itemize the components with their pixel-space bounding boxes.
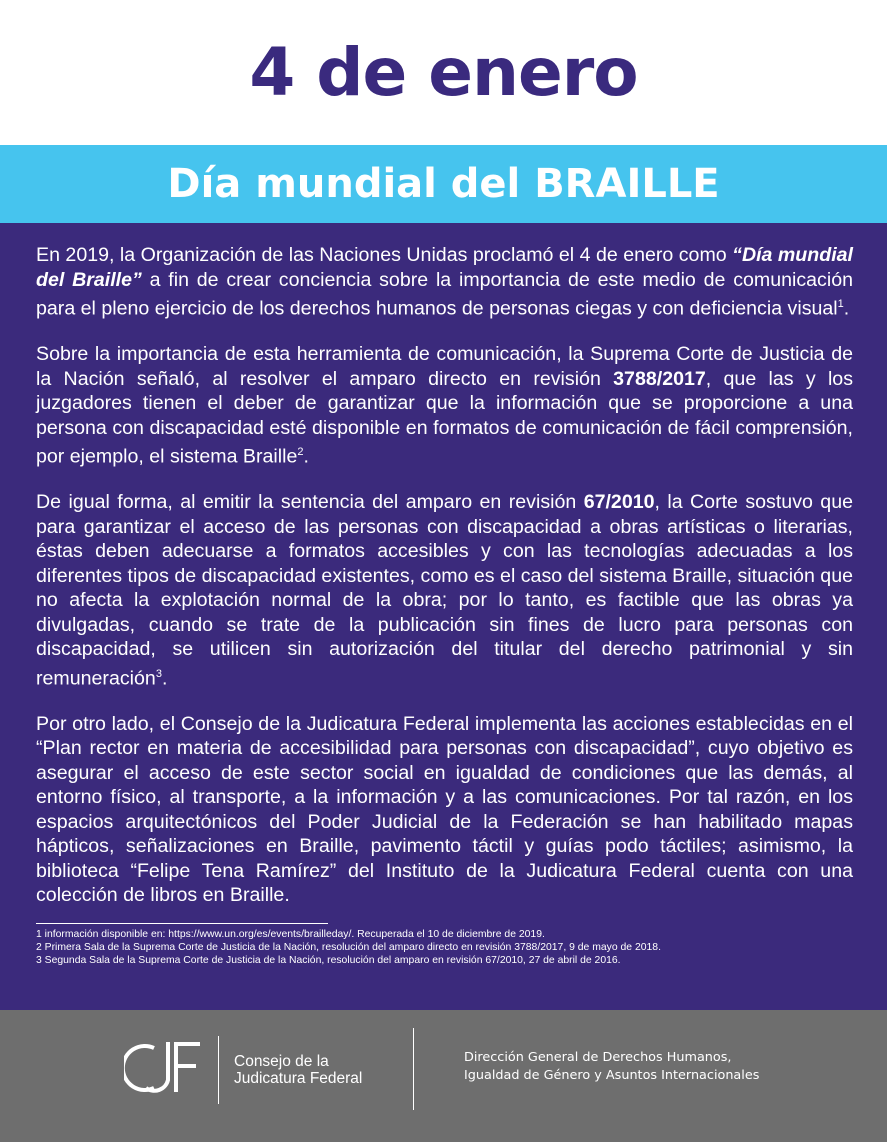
article-body	[0, 223, 887, 1010]
footnote-ref-1: 1	[837, 298, 844, 310]
title-banner	[0, 145, 887, 223]
council-line-2: Judicatura Federal	[234, 1070, 363, 1087]
case-number-3788-2017: 3788/2017	[613, 367, 706, 390]
paragraph-3	[36, 490, 853, 691]
footnote-2: 2 Primera Sala de la Suprema Corte de Justicia de la Nación, resolución del amparo directo en revisión 3788/2017, 9 de mayo de 2018.	[36, 941, 661, 953]
paragraph-2-text-b: , que las y los juzgadores tienen el deber de garantizar que la información que se proporcione a una persona con discapacidad esté disponible en formatos de comunicación de fácil comprensión, por ejemplo, el sistema Braille	[36, 367, 853, 468]
cjf-logo	[124, 1036, 204, 1100]
paragraph-1-emphasis: “Día mundial del Braille”	[36, 244, 853, 291]
paragraph-1-end: .	[843, 297, 850, 320]
council-name	[234, 1053, 362, 1087]
paragraph-2	[36, 342, 853, 469]
footnote-1: 1 información disponible en: https://www.un.org/es/events/brailleday/. Recuperada el 10 de diciembre de 2019.	[36, 928, 545, 940]
paragraph-2-end: .	[303, 445, 309, 468]
footnote-ref-2: 2	[297, 446, 304, 459]
paragraph-1-text-b: a fin de crear conciencia sobre la importancia de este medio de comunicación para el pleno ejercicio de los derechos humanos de personas ciegas y con deficiencia visual	[36, 268, 853, 320]
direction-line-2: Igualdad de Género y Asuntos Internacionales	[464, 1068, 760, 1083]
date-header	[0, 0, 887, 145]
footer	[0, 1010, 887, 1142]
paragraph-1-text-a: En 2019, la Organización de las Naciones Unidas proclamó el 4 de enero como	[36, 244, 733, 266]
paragraph-3-end: .	[161, 667, 168, 690]
paragraph-1	[36, 243, 853, 321]
footer-divider-left	[218, 1036, 219, 1104]
paragraph-4: Por otro lado, el Consejo de la Judicatura Federal implementa las acciones establecidas en el “Plan rector en materia de accesibilidad para personas con discapacidad”, cuyo objetivo es asegurar el acceso de este sector social en igualdad de condiciones que las demás, al entorno físico, al transporte, a la información y a las comunicaciones. Por tal razón, en los espacios arquitectónicos del Poder Judicial de la Federación se han habilitado mapas hápticos, señalizaciones en Braille, pavimento táctil y guías podo táctiles; asimismo, la biblioteca “Felipe Tena Ramírez” del Instituto de la Judicatura Federal cuenta con una colección de libros en Braille.	[36, 712, 853, 907]
footnote-divider	[36, 923, 328, 924]
footer-divider-right	[413, 1028, 414, 1110]
direction-name	[464, 1049, 759, 1085]
footnote-3: 3 Segunda Sala de la Suprema Corte de Justicia de la Nación, resolución del amparo en revisión 67/2010, 27 de abril de 2016.	[36, 954, 621, 966]
paragraph-3-text-a: De igual forma, al emitir la sentencia del amparo en revisión	[36, 491, 584, 514]
date-title: 4 de enero	[249, 34, 638, 111]
footnote-ref-3: 3	[155, 667, 162, 680]
direction-line-1: Dirección General de Derechos Humanos,	[464, 1050, 732, 1065]
council-line-1: Consejo de la	[234, 1053, 329, 1070]
case-number-67-2010: 67/2010	[583, 491, 655, 514]
banner-title: Día mundial del BRAILLE	[167, 161, 720, 207]
paragraph-2-text-a: Sobre la importancia de esta herramienta de comunicación, la Suprema Corte de Justicia de la Nación señaló, al resolver el amparo directo en revisión	[36, 343, 853, 390]
paragraph-3-text-b: , la Corte sostuvo que para garantizar el acceso de las personas con discapacidad a obras artísticas o literarias, éstas deben adecuarse a formatos accesibles y con las tecnologías adecuadas a los diferentes tipos de discapacidad existentes, como es el caso del sistema Braille, situación que no afecta la explotación normal de la obra; por lo tanto, es factible que las obras ya divulgadas, cuando se trate de la publicación sin fines de lucro para personas con discapacidad, se utilicen sin autorización del titular del derecho patrimonial y sin remuneración	[36, 491, 853, 690]
